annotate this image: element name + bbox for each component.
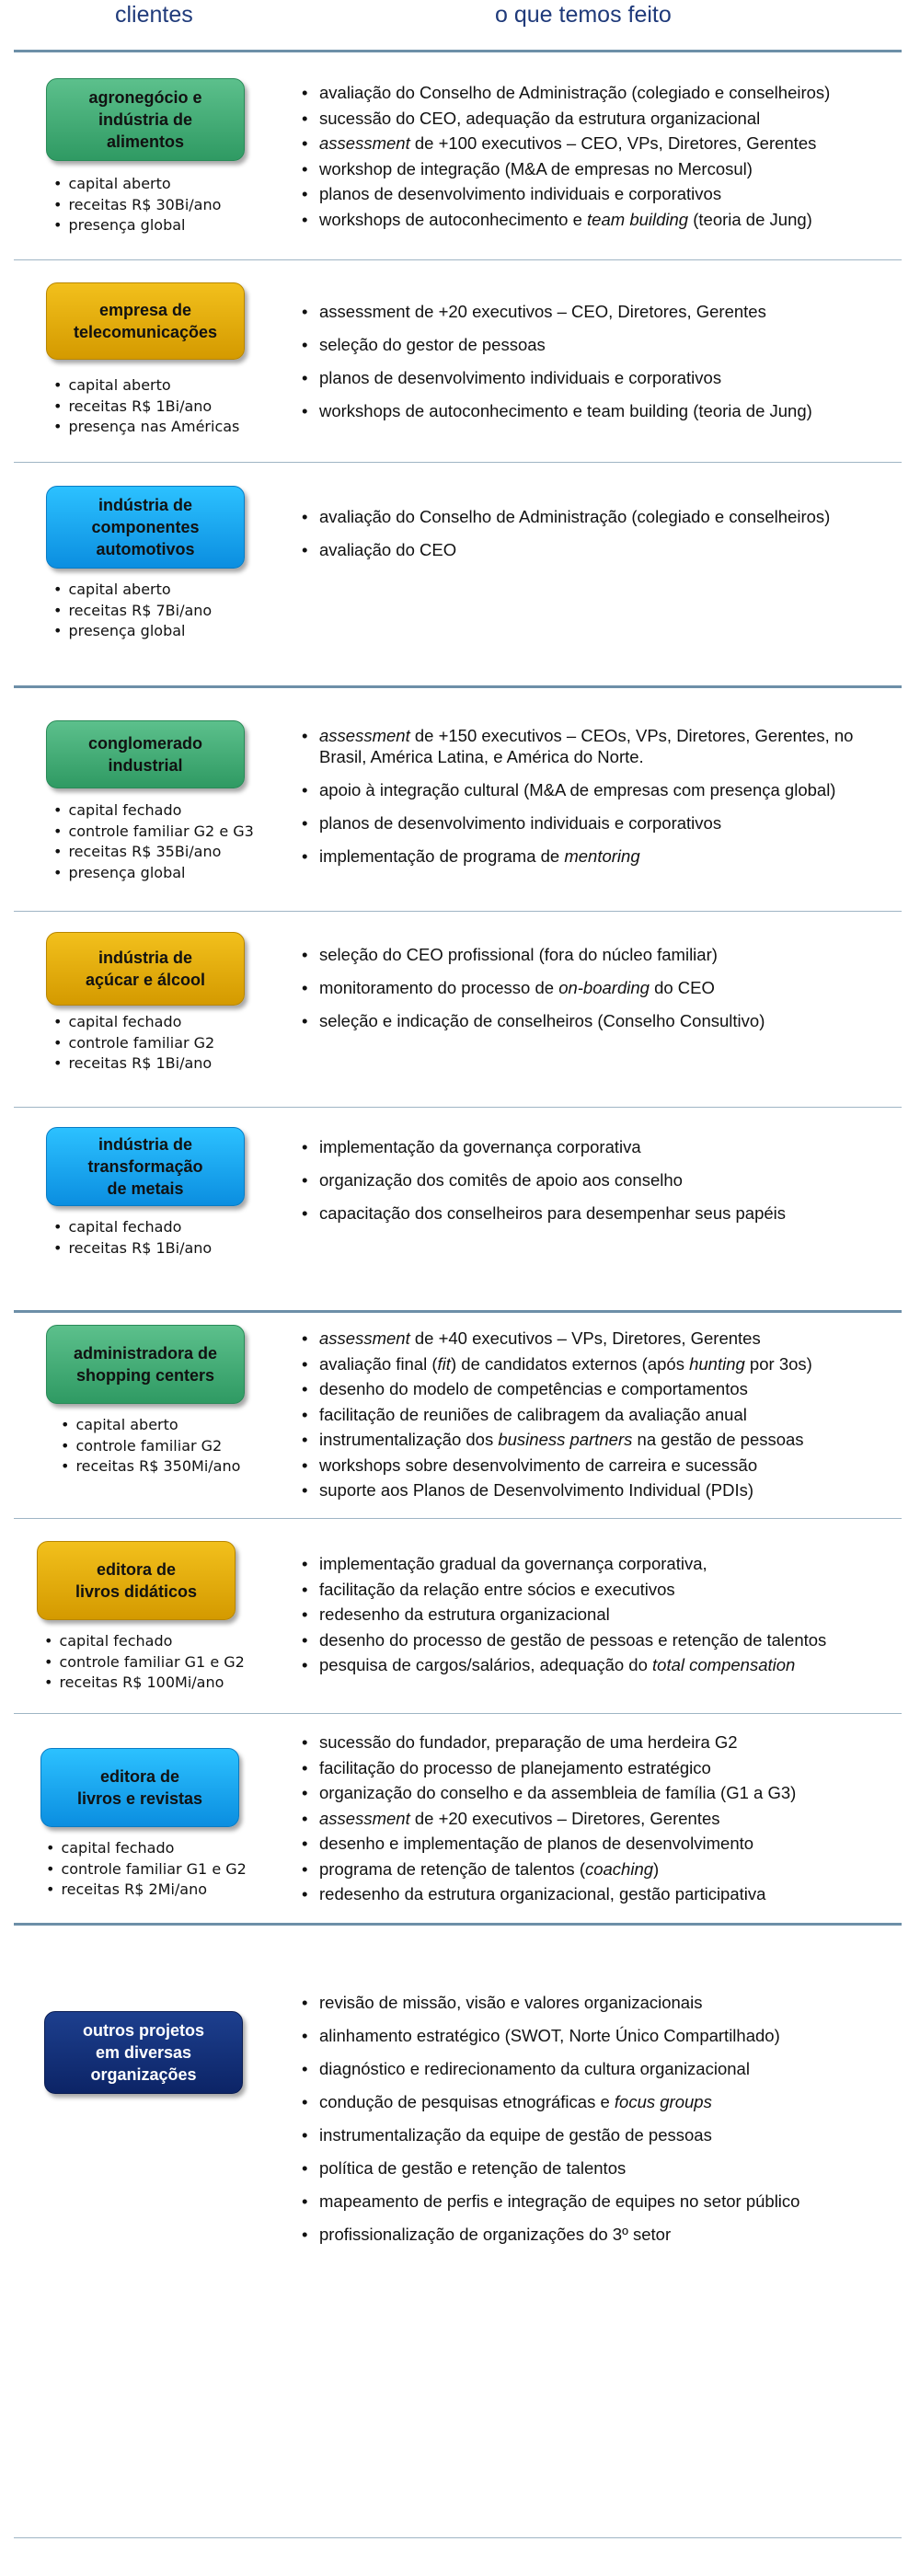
work-item: • assessment de +100 executivos – CEO, VPs, Diretores, Gerentes	[302, 131, 900, 156]
work-item: • sucessão do fundador, preparação de uma herdeira G2	[302, 1730, 900, 1755]
client-badge-automotivos: indústria de componentes automotivos	[46, 486, 245, 569]
header-o-que-temos-feito: o que temos feito	[495, 2, 672, 28]
client-badge-telecom: empresa de telecomunicações	[46, 282, 245, 360]
header-clientes: clientes	[115, 2, 193, 28]
work-list-acucar-alcool	[302, 944, 900, 1043]
work-list-conglomerado	[302, 725, 900, 879]
work-item: • profissionalização de organizações do 3º setor	[302, 2224, 900, 2245]
divider	[14, 2537, 902, 2538]
work-list-automotivos	[302, 506, 900, 572]
work-item: • seleção e indicação de conselheiros (Conselho Consultivo)	[302, 1010, 900, 1031]
client-fact: • controle familiar G2	[61, 1436, 240, 1457]
divider	[14, 462, 902, 463]
client-facts-livros-didaticos	[44, 1631, 245, 1694]
work-list-outros-projetos	[302, 1992, 900, 2257]
client-fact: • controle familiar G2	[53, 1033, 214, 1054]
work-item: • apoio à integração cultural (M&A de empresas com presença global)	[302, 779, 900, 800]
work-item: • desenho e implementação de planos de desenvolvimento	[302, 1831, 900, 1857]
client-fact: • capital fechado	[53, 800, 254, 822]
client-fact: • controle familiar G1 e G2	[44, 1652, 245, 1673]
work-item: • seleção do gestor de pessoas	[302, 334, 900, 355]
divider	[14, 50, 902, 52]
client-fact: • capital aberto	[53, 375, 239, 397]
client-fact: • presença global	[53, 863, 254, 884]
client-fact: • receitas R$ 1Bi/ano	[53, 397, 239, 418]
divider	[14, 1923, 902, 1926]
work-list-agronegocio	[302, 80, 900, 232]
client-badge-agronegocio: agronegócio e indústria de alimentos	[46, 78, 245, 161]
work-item: • desenho do processo de gestão de pessoas e retenção de talentos	[302, 1627, 900, 1653]
work-item: • avaliação do Conselho de Administração (colegiado e conselheiros)	[302, 80, 900, 106]
work-item: • planos de desenvolvimento individuais e corporativos	[302, 367, 900, 388]
work-item: • capacitação dos conselheiros para desempenhar seus papéis	[302, 1202, 900, 1224]
work-item: • condução de pesquisas etnográficas e focus groups	[302, 2091, 900, 2112]
work-item: • workshops sobre desenvolvimento de carreira e sucessão	[302, 1453, 900, 1478]
client-facts-metais	[53, 1217, 212, 1259]
work-item: • implementação da governança corporativa	[302, 1136, 900, 1157]
client-fact: • receitas R$ 350Mi/ano	[61, 1456, 240, 1478]
divider	[14, 1518, 902, 1519]
client-fact: • capital fechado	[53, 1012, 214, 1033]
client-fact: • capital aberto	[61, 1415, 240, 1436]
client-fact: • receitas R$ 35Bi/ano	[53, 842, 254, 863]
client-fact: • receitas R$ 7Bi/ano	[53, 601, 212, 622]
work-item: • assessment de +40 executivos – VPs, Diretores, Gerentes	[302, 1326, 900, 1351]
work-item: • seleção do CEO profissional (fora do núcleo familiar)	[302, 944, 900, 965]
work-item: • organização dos comitês de apoio aos conselho	[302, 1169, 900, 1190]
work-item: • política de gestão e retenção de talentos	[302, 2157, 900, 2179]
work-item: • redesenho da estrutura organizacional	[302, 1602, 900, 1627]
work-item: • planos de desenvolvimento individuais e corporativos	[302, 181, 900, 207]
work-item: • assessment de +20 executivos – Diretores, Gerentes	[302, 1806, 900, 1832]
work-item: • facilitação da relação entre sócios e executivos	[302, 1577, 900, 1603]
client-fact: • controle familiar G1 e G2	[46, 1859, 247, 1880]
client-facts-acucar-alcool	[53, 1012, 214, 1075]
work-item: • assessment de +20 executivos – CEO, Diretores, Gerentes	[302, 301, 900, 322]
work-item: • suporte aos Planos de Desenvolvimento Individual (PDIs)	[302, 1478, 900, 1503]
work-item: • programa de retenção de talentos (coaching)	[302, 1857, 900, 1882]
client-fact: • presença global	[53, 621, 212, 642]
work-item: • assessment de +150 executivos – CEOs, VPs, Diretores, Gerentes, no Brasil, América Latina, e América do Norte.	[302, 725, 900, 767]
client-facts-shopping	[61, 1415, 240, 1478]
work-item: • avaliação do Conselho de Administração (colegiado e conselheiros)	[302, 506, 900, 527]
work-item: • mapeamento de perfis e integração de equipes no setor público	[302, 2191, 900, 2212]
client-badge-shopping: administradora de shopping centers	[46, 1325, 245, 1404]
client-fact: • receitas R$ 1Bi/ano	[53, 1053, 214, 1075]
work-item: • workshops de autoconhecimento e team building (teoria de Jung)	[302, 207, 900, 233]
client-facts-conglomerado	[53, 800, 254, 883]
client-facts-agronegocio	[53, 174, 221, 236]
divider	[14, 1310, 902, 1313]
client-badge-livros-didaticos: editora de livros didáticos	[37, 1541, 236, 1620]
work-list-livros-revistas	[302, 1730, 900, 1907]
client-badge-conglomerado: conglomerado industrial	[46, 720, 245, 788]
client-fact: • receitas R$ 2Mi/ano	[46, 1880, 247, 1901]
work-item: • workshops de autoconhecimento e team building (teoria de Jung)	[302, 400, 900, 421]
work-item: • desenho do modelo de competências e comportamentos	[302, 1376, 900, 1402]
client-badge-livros-revistas: editora de livros e revistas	[40, 1748, 239, 1827]
client-fact: • presença global	[53, 215, 221, 236]
divider	[14, 1713, 902, 1714]
client-fact: • capital fechado	[44, 1631, 245, 1652]
work-item: • diagnóstico e redirecionamento da cultura organizacional	[302, 2058, 900, 2079]
client-facts-telecom	[53, 375, 239, 438]
work-item: • avaliação final (fit) de candidatos externos (após hunting por 3os)	[302, 1351, 900, 1377]
work-item: • pesquisa de cargos/salários, adequação do total compensation	[302, 1652, 900, 1678]
work-list-telecom	[302, 301, 900, 433]
client-fact: • capital fechado	[53, 1217, 212, 1238]
work-list-metais	[302, 1136, 900, 1236]
client-badge-metais: indústria de transformação de metais	[46, 1127, 245, 1206]
divider	[14, 911, 902, 912]
client-fact: • capital aberto	[53, 174, 221, 195]
work-item: • alinhamento estratégico (SWOT, Norte Único Compartilhado)	[302, 2025, 900, 2046]
client-badge-acucar-alcool: indústria de açúcar e álcool	[46, 932, 245, 1006]
client-fact: • capital fechado	[46, 1838, 247, 1859]
divider	[14, 259, 902, 260]
client-fact: • receitas R$ 1Bi/ano	[53, 1238, 212, 1259]
work-item: • implementação gradual da governança corporativa,	[302, 1551, 900, 1577]
divider	[14, 685, 902, 688]
work-item: • redesenho da estrutura organizacional, gestão participativa	[302, 1881, 900, 1907]
client-fact: • capital aberto	[53, 580, 212, 601]
work-item: • instrumentalização da equipe de gestão de pessoas	[302, 2124, 900, 2145]
work-item: • facilitação de reuniões de calibragem da avaliação anual	[302, 1402, 900, 1428]
work-list-livros-didaticos	[302, 1551, 900, 1678]
client-fact: • controle familiar G2 e G3	[53, 822, 254, 843]
client-fact: • receitas R$ 30Bi/ano	[53, 195, 221, 216]
work-item: • monitoramento do processo de on-boarding do CEO	[302, 977, 900, 998]
work-item: • workshop de integração (M&A de empresas no Mercosul)	[302, 156, 900, 182]
work-item: • planos de desenvolvimento individuais e corporativos	[302, 812, 900, 834]
client-facts-livros-revistas	[46, 1838, 247, 1901]
client-fact: • presença nas Américas	[53, 417, 239, 438]
work-item: • avaliação do CEO	[302, 539, 900, 560]
client-facts-automotivos	[53, 580, 212, 642]
work-item: • organização do conselho e da assembleia de família (G1 a G3)	[302, 1780, 900, 1806]
work-item: • implementação de programa de mentoring	[302, 845, 900, 867]
work-item: • facilitação do processo de planejamento estratégico	[302, 1755, 900, 1781]
client-fact: • receitas R$ 100Mi/ano	[44, 1673, 245, 1694]
work-item: • instrumentalização dos business partners na gestão de pessoas	[302, 1427, 900, 1453]
divider	[14, 1107, 902, 1108]
work-item: • revisão de missão, visão e valores organizacionais	[302, 1992, 900, 2013]
work-item: • sucessão do CEO, adequação da estrutura organizacional	[302, 106, 900, 132]
client-badge-outros-projetos: outros projetos em diversas organizações	[44, 2011, 243, 2094]
work-list-shopping	[302, 1326, 900, 1503]
